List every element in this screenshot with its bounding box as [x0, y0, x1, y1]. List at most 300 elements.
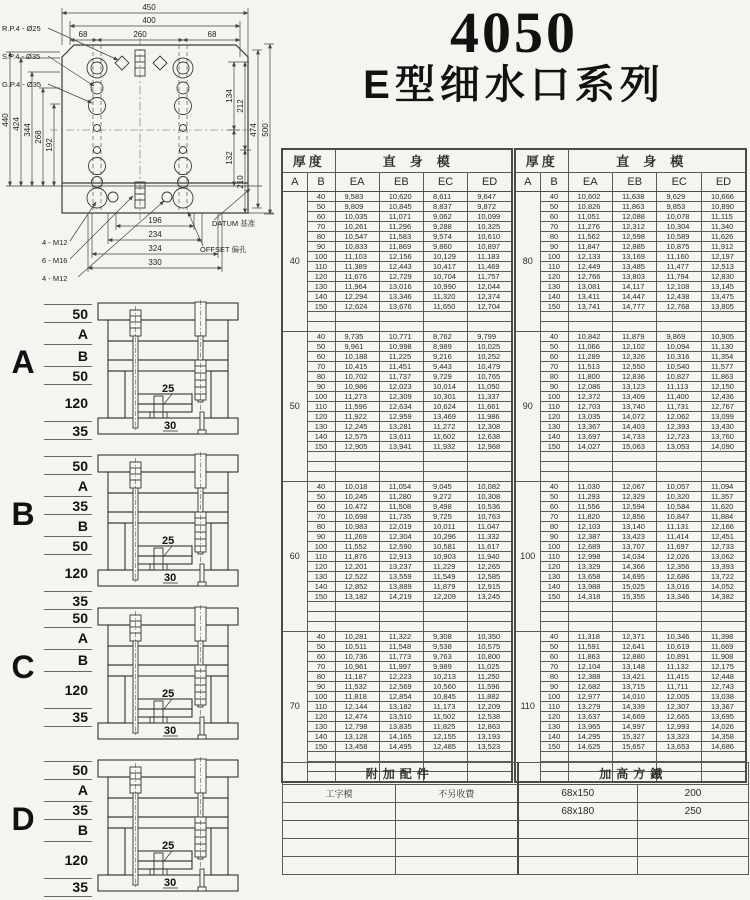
column-header: B — [307, 173, 335, 192]
table-row — [515, 232, 746, 242]
table-row — [282, 352, 512, 362]
price-value: 12,371 — [613, 632, 657, 642]
price-value: 14,695 — [613, 572, 657, 582]
table-row — [515, 552, 746, 562]
thickness-b-value: 50 — [540, 342, 568, 352]
price-value: 13,062 — [701, 552, 746, 562]
price-value: 10,610 — [468, 232, 512, 242]
price-value: 14,026 — [701, 722, 746, 732]
spacer-row — [282, 602, 512, 612]
mold-cross-section-svg — [92, 300, 244, 440]
thickness-b-value: 80 — [540, 522, 568, 532]
thickness-b-value: 140 — [307, 732, 335, 742]
thickness-b-value: 100 — [307, 252, 335, 262]
thickness-b-value: 80 — [540, 672, 568, 682]
support-pillar — [150, 396, 167, 418]
dimension-label: 50 — [44, 761, 92, 780]
price-value: 13,411 — [568, 292, 612, 302]
price-value: 11,094 — [701, 482, 746, 492]
table-row — [515, 502, 746, 512]
price-value: 11,731 — [657, 402, 701, 412]
price-value: 9,272 — [423, 492, 467, 502]
price-value: 13,038 — [701, 692, 746, 702]
price-value: 13,485 — [613, 262, 657, 272]
section-letter: D — [11, 800, 35, 837]
price-table-left — [281, 148, 513, 751]
price-value: 13,081 — [568, 282, 612, 292]
price-value: 12,767 — [701, 402, 746, 412]
price-value: 11,583 — [379, 232, 423, 242]
price-value: 10,540 — [657, 362, 701, 372]
price-value: 11,879 — [423, 582, 467, 592]
thickness-b-value: 40 — [540, 332, 568, 342]
price-value: 11,800 — [568, 372, 612, 382]
accessories-table-wrap — [282, 762, 748, 872]
price-value: 12,968 — [468, 442, 512, 452]
thickness-b-value: 90 — [307, 682, 335, 692]
price-value: 12,155 — [423, 732, 467, 742]
dim-196: 196 — [148, 216, 162, 225]
price-value: 13,423 — [613, 532, 657, 542]
price-value: 11,932 — [423, 442, 467, 452]
spacer-row — [515, 622, 746, 632]
price-value: 13,393 — [701, 562, 746, 572]
price-value: 11,398 — [701, 632, 746, 642]
price-value: 10,308 — [468, 492, 512, 502]
price-value: 11,676 — [335, 272, 379, 282]
price-value: 11,047 — [468, 522, 512, 532]
dimension-label: A — [44, 780, 92, 802]
table-row — [515, 512, 746, 522]
table-row — [515, 652, 746, 662]
thickness-b-value: 150 — [307, 592, 335, 602]
spacer-row — [515, 602, 746, 612]
table-row — [515, 572, 746, 582]
table-row — [515, 712, 746, 722]
mold-section-B — [2, 446, 244, 609]
accessory-name — [283, 857, 396, 875]
mold-plate-top-view-drawing — [0, 0, 280, 300]
table-row — [282, 562, 512, 572]
spacer-row — [515, 452, 746, 462]
price-value: 11,602 — [423, 432, 467, 442]
thickness-b-value: 120 — [307, 562, 335, 572]
price-value: 14,625 — [568, 742, 612, 752]
price-value: 12,638 — [468, 432, 512, 442]
price-value: 12,201 — [335, 562, 379, 572]
table-row — [282, 522, 512, 532]
accessories-row — [283, 803, 749, 821]
price-value: 12,598 — [613, 232, 657, 242]
thickness-b-value: 100 — [307, 392, 335, 402]
table-row — [282, 512, 512, 522]
price-value: 10,589 — [657, 232, 701, 242]
thickness-b-value: 150 — [307, 442, 335, 452]
table-row — [282, 722, 512, 732]
table-row — [282, 702, 512, 712]
price-value: 11,986 — [468, 412, 512, 422]
price-value: 13,281 — [379, 422, 423, 432]
price-value: 13,245 — [468, 592, 512, 602]
price-value: 10,316 — [657, 352, 701, 362]
table-row — [282, 202, 512, 212]
table-row — [515, 192, 746, 202]
price-value: 12,223 — [379, 672, 423, 682]
thickness-b-value: 120 — [540, 412, 568, 422]
spacer-row — [282, 622, 512, 632]
price-value: 12,067 — [613, 482, 657, 492]
price-value: 14,295 — [568, 732, 612, 742]
price-value: 13,559 — [379, 572, 423, 582]
price-value: 13,099 — [701, 412, 746, 422]
thickness-b-value: 50 — [540, 642, 568, 652]
table-row — [282, 642, 512, 652]
price-value: 13,169 — [613, 252, 657, 262]
table-row — [282, 552, 512, 562]
label-offset: OFFSET 偏孔 — [200, 245, 247, 254]
price-value: 9,961 — [335, 342, 379, 352]
price-value: 13,367 — [568, 422, 612, 432]
price-value: 10,736 — [335, 652, 379, 662]
spacer-row — [282, 612, 512, 622]
dim-330: 330 — [148, 258, 162, 267]
price-value: 12,156 — [379, 252, 423, 262]
price-value: 9,629 — [657, 192, 701, 202]
table-row — [515, 392, 746, 402]
riser-price: 250 — [638, 803, 749, 821]
dimension-label: 35 — [44, 802, 92, 820]
thickness-b-value: 100 — [307, 692, 335, 702]
table-row — [515, 692, 746, 702]
price-value: 10,415 — [335, 362, 379, 372]
price-value: 11,225 — [379, 352, 423, 362]
section-dimension-labels — [44, 751, 92, 900]
price-value: 12,854 — [379, 692, 423, 702]
table-row — [515, 532, 746, 542]
price-value: 9,062 — [423, 212, 467, 222]
thickness-b-value: 120 — [540, 562, 568, 572]
table-row — [515, 412, 746, 422]
inner-dim-30: 30 — [164, 420, 177, 432]
price-value: 11,280 — [379, 492, 423, 502]
price-value: 11,354 — [701, 352, 746, 362]
table-row — [282, 442, 512, 452]
thickness-b-value: 130 — [540, 422, 568, 432]
thickness-b-value: 60 — [307, 652, 335, 662]
price-value: 12,326 — [613, 352, 657, 362]
column-header: A — [515, 173, 540, 192]
column-header: ED — [701, 173, 746, 192]
riser-price — [638, 821, 749, 839]
price-value: 11,661 — [468, 402, 512, 412]
price-value: 11,513 — [568, 362, 612, 372]
label-m12-b: 4 - M12 — [42, 274, 68, 283]
label-datum: DATUM 基准 — [212, 219, 256, 228]
price-value: 13,988 — [568, 582, 612, 592]
price-value: 9,872 — [468, 202, 512, 212]
table-row — [282, 302, 512, 312]
price-value: 10,417 — [423, 262, 467, 272]
price-value: 10,325 — [468, 222, 512, 232]
thickness-b-value: 90 — [307, 242, 335, 252]
thickness-b-value: 110 — [540, 552, 568, 562]
price-value: 11,596 — [335, 402, 379, 412]
price-value: 12,798 — [335, 722, 379, 732]
price-value: 11,847 — [568, 242, 612, 252]
price-value: 10,252 — [468, 352, 512, 362]
table-row — [282, 272, 512, 282]
dim-474: 474 — [249, 123, 258, 137]
price-value: 12,329 — [613, 492, 657, 502]
price-value: 12,682 — [568, 682, 612, 692]
price-value: 12,863 — [468, 722, 512, 732]
thickness-b-value: 50 — [307, 642, 335, 652]
price-value: 10,800 — [468, 652, 512, 662]
price-value: 13,469 — [423, 412, 467, 422]
price-value: 14,219 — [379, 592, 423, 602]
label-m12-a: 4 - M12 — [42, 238, 68, 247]
price-value: 13,523 — [468, 742, 512, 752]
price-value: 11,250 — [468, 672, 512, 682]
price-value: 11,549 — [423, 572, 467, 582]
straight-mold-header: 直身模 — [335, 149, 512, 173]
price-value: 13,458 — [335, 742, 379, 752]
price-value: 12,585 — [468, 572, 512, 582]
thickness-b-value: 130 — [307, 422, 335, 432]
price-value: 13,016 — [657, 582, 701, 592]
table-row — [515, 362, 746, 372]
section-cross-view — [92, 446, 244, 595]
spacer-row — [515, 612, 746, 622]
price-value: 11,469 — [468, 262, 512, 272]
price-value: 9,989 — [423, 662, 467, 672]
price-value: 12,388 — [568, 672, 612, 682]
price-value: 13,707 — [613, 542, 657, 552]
table-row — [282, 492, 512, 502]
thickness-b-value: 40 — [540, 192, 568, 202]
price-value: 10,057 — [657, 482, 701, 492]
price-value: 12,686 — [657, 572, 701, 582]
price-value: 12,144 — [335, 702, 379, 712]
dimension-label: B — [44, 820, 92, 842]
table-row — [515, 212, 746, 222]
price-value: 13,740 — [613, 402, 657, 412]
thickness-b-value: 50 — [307, 342, 335, 352]
price-value: 13,805 — [701, 302, 746, 312]
dimension-label: 120 — [44, 672, 92, 709]
thickness-b-value: 140 — [540, 292, 568, 302]
price-value: 11,320 — [423, 292, 467, 302]
spacer-row — [282, 322, 512, 332]
price-value: 10,018 — [335, 482, 379, 492]
section-cross-view — [92, 751, 244, 900]
price-value: 11,912 — [701, 242, 746, 252]
table-row — [515, 422, 746, 432]
price-value: 13,193 — [468, 732, 512, 742]
price-value: 11,735 — [379, 512, 423, 522]
riser-price: 200 — [638, 785, 749, 803]
price-value: 11,103 — [335, 252, 379, 262]
thickness-b-value: 100 — [540, 252, 568, 262]
accessory-note — [396, 803, 518, 821]
price-value: 11,477 — [657, 262, 701, 272]
price-value: 13,346 — [657, 592, 701, 602]
dim-68-right: 68 — [207, 30, 217, 39]
price-value: 10,560 — [423, 682, 467, 692]
mold-section-C — [2, 599, 244, 748]
dim-260: 260 — [133, 30, 147, 39]
inner-dim-30: 30 — [164, 724, 177, 737]
price-value: 10,536 — [468, 502, 512, 512]
price-value: 11,737 — [379, 372, 423, 382]
price-value: 10,890 — [701, 202, 746, 212]
table-row — [282, 192, 512, 202]
price-value: 12,729 — [379, 272, 423, 282]
table-row — [282, 482, 512, 492]
price-value: 11,882 — [468, 692, 512, 702]
price-value: 12,590 — [379, 542, 423, 552]
price-value: 11,340 — [701, 222, 746, 232]
centerlines — [50, 38, 250, 220]
price-value: 11,451 — [379, 362, 423, 372]
thickness-b-value: 60 — [307, 212, 335, 222]
price-value: 11,626 — [701, 232, 746, 242]
price-value: 9,860 — [423, 242, 467, 252]
mold-cross-section-svg — [92, 757, 244, 897]
accessory-note — [396, 857, 518, 875]
table-row — [515, 402, 746, 412]
extra-parts-header: 附加配件 — [283, 763, 518, 785]
inner-dim-25: 25 — [162, 535, 175, 548]
price-value: 11,825 — [423, 722, 467, 732]
table-row — [515, 372, 746, 382]
thickness-b-value: 130 — [540, 282, 568, 292]
price-value: 9,735 — [335, 332, 379, 342]
price-value: 9,443 — [423, 362, 467, 372]
price-value: 12,513 — [701, 262, 746, 272]
thickness-b-value: 140 — [540, 732, 568, 742]
price-value: 10,983 — [335, 522, 379, 532]
price-value: 13,182 — [335, 592, 379, 602]
price-value: 12,575 — [335, 432, 379, 442]
table-row — [282, 692, 512, 702]
price-value: 11,130 — [701, 342, 746, 352]
column-header: EA — [568, 173, 612, 192]
price-value: 10,845 — [423, 692, 467, 702]
table-row — [515, 282, 746, 292]
dimension-label: 50 — [44, 609, 92, 628]
price-value: 12,977 — [568, 692, 612, 702]
label-m16: 6 - M16 — [42, 256, 68, 265]
thickness-b-value: 40 — [540, 482, 568, 492]
thickness-b-value: 90 — [307, 382, 335, 392]
price-value: 9,799 — [468, 332, 512, 342]
table-row — [282, 402, 512, 412]
price-value: 11,322 — [379, 632, 423, 642]
table-row — [515, 342, 746, 352]
dimension-label: B — [44, 345, 92, 367]
price-value: 11,863 — [613, 202, 657, 212]
price-value: 11,071 — [379, 212, 423, 222]
price-value: 10,765 — [468, 372, 512, 382]
price-value: 14,447 — [613, 292, 657, 302]
price-table-right — [514, 148, 747, 751]
thickness-b-value: 60 — [540, 652, 568, 662]
table-row — [282, 502, 512, 512]
thickness-b-value: 80 — [540, 372, 568, 382]
price-value: 11,884 — [701, 512, 746, 522]
price-value: 12,309 — [379, 392, 423, 402]
thickness-b-value: 40 — [540, 632, 568, 642]
title-block — [283, 0, 745, 108]
price-value: 10,014 — [423, 382, 467, 392]
price-value: 14,997 — [613, 722, 657, 732]
price-value: 12,665 — [657, 712, 701, 722]
price-value: 12,522 — [335, 572, 379, 582]
table-row — [515, 542, 746, 552]
spacer-row — [515, 322, 746, 332]
support-pillar — [150, 701, 167, 723]
table-row — [282, 362, 512, 372]
dimension-label: 50 — [44, 367, 92, 385]
thickness-b-value: 100 — [540, 392, 568, 402]
price-value: 10,897 — [468, 242, 512, 252]
price-value: 10,827 — [657, 372, 701, 382]
price-value: 11,276 — [568, 222, 612, 232]
mold-section-A — [2, 294, 244, 443]
price-value: 12,150 — [701, 382, 746, 392]
price-value: 14,027 — [568, 442, 612, 452]
price-value: 12,044 — [468, 282, 512, 292]
price-value: 12,624 — [335, 302, 379, 312]
spacer-row — [282, 312, 512, 322]
price-value: 11,591 — [568, 642, 612, 652]
price-value: 13,475 — [701, 292, 746, 302]
price-value: 11,908 — [701, 652, 746, 662]
thickness-header: 厚度 — [282, 149, 335, 173]
price-value: 9,583 — [335, 192, 379, 202]
table-row — [515, 242, 746, 252]
price-value: 11,132 — [657, 662, 701, 672]
column-header: A — [282, 173, 307, 192]
price-value: 11,296 — [379, 222, 423, 232]
price-value: 10,891 — [657, 652, 701, 662]
price-value: 10,547 — [335, 232, 379, 242]
price-value: 10,990 — [423, 282, 467, 292]
accessories-row — [283, 857, 749, 875]
price-value: 10,350 — [468, 632, 512, 642]
dim-132: 132 — [225, 151, 234, 165]
accessory-name — [283, 803, 396, 821]
table-row — [515, 202, 746, 212]
price-value: 11,025 — [468, 662, 512, 672]
price-value: 11,964 — [335, 282, 379, 292]
column-header: B — [540, 173, 568, 192]
price-value: 12,062 — [657, 412, 701, 422]
table-row — [515, 432, 746, 442]
price-value: 12,550 — [613, 362, 657, 372]
price-value: 11,650 — [423, 302, 467, 312]
thickness-b-value: 80 — [307, 672, 335, 682]
price-value: 11,773 — [379, 652, 423, 662]
price-value: 12,312 — [613, 222, 657, 232]
price-value: 13,421 — [613, 672, 657, 682]
label-return-pin: R.P.4 - Ø25 — [2, 24, 41, 33]
table-header-row — [282, 149, 512, 173]
spacer-row — [515, 312, 746, 322]
price-value: 12,356 — [657, 562, 701, 572]
price-value: 10,025 — [468, 342, 512, 352]
